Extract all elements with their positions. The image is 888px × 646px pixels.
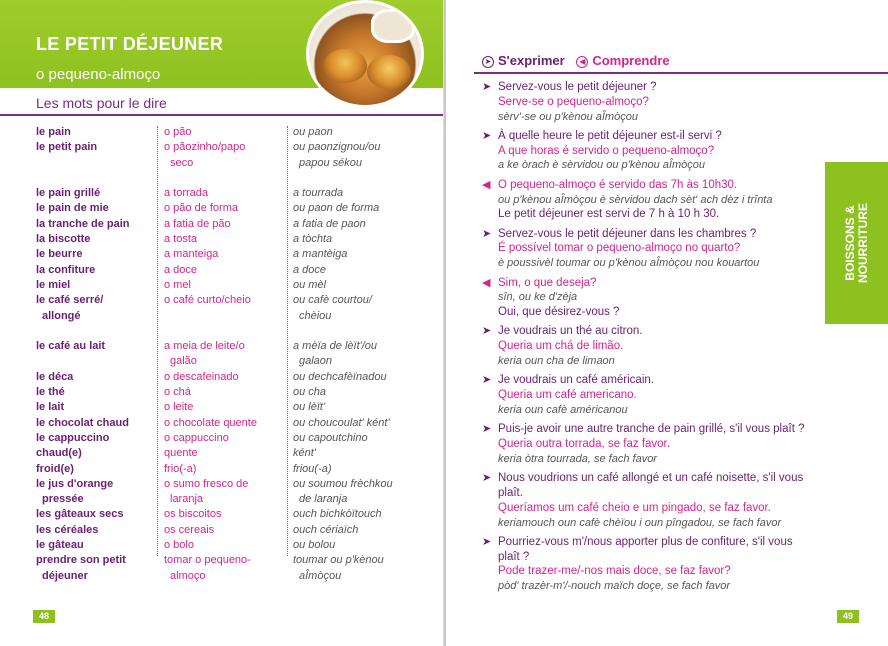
vocab-line: les céréales bbox=[36, 523, 99, 536]
dialog-item bbox=[482, 178, 812, 222]
dialog-list bbox=[482, 80, 812, 599]
dialog-line-fr: Servez-vous le petit déjeuner dans les chambres ? bbox=[498, 227, 757, 240]
vocab-line: galaon bbox=[299, 355, 333, 368]
vocab-line: o sumo fresco de bbox=[164, 477, 249, 490]
vocab-line: a tourrada bbox=[293, 187, 344, 200]
dialog-line-fr: Servez-vous le petit déjeuner ? bbox=[498, 81, 657, 93]
arrow-right-icon: ➤ bbox=[482, 227, 492, 240]
vocab-line: le café serré/ bbox=[36, 294, 104, 307]
arrow-right-icon: ➤ bbox=[482, 81, 492, 93]
vocab-entry-fr bbox=[36, 186, 156, 201]
vocab-gap bbox=[164, 324, 286, 339]
chapter-side-tab bbox=[825, 162, 888, 324]
vocab-entry-fr bbox=[36, 507, 156, 522]
vocab-gap bbox=[36, 324, 156, 339]
dialog-line-pr: è poussivèl toumar ou p'kènou aÎmòçou nou kouartou bbox=[498, 257, 760, 270]
dialog-item bbox=[482, 227, 812, 271]
vocab-line: o descafeinado bbox=[164, 370, 239, 383]
pastel-de-nata-image bbox=[367, 55, 411, 89]
dialog-line-pt: A que horas é servido o pequeno-almoço? bbox=[498, 144, 715, 157]
vocab-line: le pain de mie bbox=[36, 202, 109, 215]
dialog-line-pr: keria oun cafè américanou bbox=[498, 403, 628, 416]
section-rule bbox=[0, 114, 444, 116]
vocab-line: le miel bbox=[36, 278, 71, 291]
vocab-entry-pr bbox=[293, 370, 433, 385]
dialog-line-pt: Sim, o que deseja? bbox=[498, 276, 597, 289]
dialog-line-fr: À quelle heure le petit déjeuner est-il servi ? bbox=[498, 129, 722, 142]
dialog-line-pt: Queria um café americano. bbox=[498, 389, 637, 402]
vocab-line: ou soumou frèchkou bbox=[293, 477, 393, 490]
vocab-line: friou(-a) bbox=[293, 462, 332, 475]
vocab-entry-pr bbox=[293, 217, 433, 232]
vocab-line: papou sékou bbox=[299, 156, 362, 169]
vocab-entry-pr bbox=[293, 293, 433, 324]
vocab-entry-pt bbox=[164, 339, 286, 370]
vocab-entry-pt bbox=[164, 446, 286, 461]
vocab-line: o pão bbox=[164, 126, 192, 138]
vocab-line: de laranja bbox=[299, 493, 348, 506]
vocab-line: la confiture bbox=[36, 263, 96, 276]
vocab-line: ou paon bbox=[293, 126, 333, 138]
dialog-line-fr: Le petit déjeuner est servi de 7 h à 10 h 30. bbox=[498, 208, 720, 221]
column-separator bbox=[157, 126, 158, 556]
vocab-line: ou paonzignou/ou bbox=[293, 141, 381, 154]
vocab-entry-fr bbox=[36, 370, 156, 385]
vocab-entry-pt bbox=[164, 370, 286, 385]
vocab-entry-fr bbox=[36, 247, 156, 262]
vocab-line: allongé bbox=[42, 309, 81, 322]
vocab-line: frio(-a) bbox=[164, 462, 197, 475]
vocab-entry-pr bbox=[293, 477, 433, 508]
vocab-entry-fr bbox=[36, 523, 156, 538]
dialog-item bbox=[482, 373, 812, 417]
column-separator bbox=[287, 126, 288, 556]
vocab-entry-fr bbox=[36, 278, 156, 293]
vocab-entry-pt bbox=[164, 416, 286, 431]
vocab-line: a mèïa de lèït'/ou bbox=[293, 340, 378, 353]
dialog-line-pr: pòd' trazèr-m'/-nouch maïch doçe, se fach favor bbox=[498, 580, 731, 593]
vocab-line: a manteiga bbox=[164, 248, 219, 261]
vocab-entry-fr bbox=[36, 416, 156, 431]
dialog-item bbox=[482, 80, 812, 124]
side-tab-line: NOURRITURE bbox=[855, 203, 870, 283]
arrow-left-icon: ◀ bbox=[482, 276, 491, 289]
vocab-line: o bolo bbox=[164, 539, 194, 552]
vocab-entry-fr bbox=[36, 462, 156, 477]
vocab-entry-pt bbox=[164, 462, 286, 477]
vocab-line: almoço bbox=[170, 569, 206, 582]
vocab-gap bbox=[293, 324, 433, 339]
dialog-line-pt: É possível tomar o pequeno-almoço no quarto? bbox=[498, 242, 741, 255]
dialog-line-fr: Je voudrais un thé au citron. bbox=[498, 325, 643, 338]
vocab-line: déjeuner bbox=[42, 569, 88, 582]
vocab-entry-pt bbox=[164, 523, 286, 538]
vocab-entry-fr bbox=[36, 477, 156, 508]
vocab-entry-pr bbox=[293, 186, 433, 201]
vocab-line: o chá bbox=[164, 386, 191, 399]
vocab-line: os biscoitos bbox=[164, 508, 222, 521]
section-heading: Les mots pour le dire bbox=[36, 95, 167, 111]
vocab-line: le chocolat chaud bbox=[36, 416, 129, 429]
vocab-entry-pr bbox=[293, 553, 433, 584]
vocab-line: o café curto/cheio bbox=[164, 294, 251, 307]
vocab-entry-pt bbox=[164, 217, 286, 232]
vocab-line: o cappuccino bbox=[164, 431, 229, 444]
dialog-line-fr: Je voudrais un café américain. bbox=[498, 374, 654, 387]
vocab-line: la biscotte bbox=[36, 233, 91, 246]
vocab-line: tomar o pequeno- bbox=[164, 554, 251, 567]
vocab-line: le beurre bbox=[36, 248, 83, 261]
page-title: LE PETIT DÉJEUNER bbox=[36, 34, 224, 54]
vocab-line: ou paon de forma bbox=[293, 202, 380, 215]
dialog-line-pr: keriamouch oun cafè chèïou i oun pîngadou, se fach favor bbox=[498, 516, 782, 529]
dialog-line-pt: Queria um chá de limão. bbox=[498, 340, 624, 353]
vocab-entry-pt bbox=[164, 477, 286, 508]
page-subtitle: o pequeno-almoço bbox=[36, 66, 161, 83]
vocab-entry-pt bbox=[164, 201, 286, 216]
vocab-line: ou dechcafèïnadou bbox=[293, 370, 387, 383]
vocab-entry-pr bbox=[293, 232, 433, 247]
page-number: 48 bbox=[33, 610, 55, 623]
vocab-line: le thé bbox=[36, 386, 65, 399]
vocab-entry-pt bbox=[164, 507, 286, 522]
vocab-entry-pr bbox=[293, 125, 433, 140]
vocab-entry-pr bbox=[293, 416, 433, 431]
vocab-line: ou choucoulat' ként' bbox=[293, 416, 390, 429]
vocab-line: galão bbox=[170, 355, 197, 368]
vocab-gap bbox=[164, 171, 286, 186]
vocab-entry-pt bbox=[164, 293, 286, 324]
vocab-entry-pt bbox=[164, 553, 286, 584]
vocab-line: a fatia de pão bbox=[164, 217, 231, 230]
dialog-line-pr: keria òtra tourrada, se fach favor bbox=[498, 452, 657, 465]
dialog-item bbox=[482, 422, 812, 466]
vocab-line: a doce bbox=[293, 263, 327, 276]
vocab-line: ként' bbox=[293, 447, 316, 460]
vocab-entry-pr bbox=[293, 140, 433, 171]
vocab-line: ouch cériaïch bbox=[293, 523, 359, 536]
vocab-line bbox=[164, 309, 286, 324]
dialog-item bbox=[482, 129, 812, 173]
vocab-line: la tranche de pain bbox=[36, 217, 130, 230]
vocab-line: a fatia de paon bbox=[293, 217, 366, 230]
vocab-line: laranja bbox=[170, 493, 204, 506]
vocab-line: ou cafè courtou/ bbox=[293, 294, 372, 307]
vocab-line: o leite bbox=[164, 401, 194, 414]
side-tab-line: BOISSONS & bbox=[842, 205, 857, 281]
vocab-line: a meia de leite/o bbox=[164, 340, 245, 353]
vocab-line: chèiou bbox=[299, 309, 332, 322]
vocab-line: chaud(e) bbox=[36, 447, 82, 460]
vocab-line: o chocolate quente bbox=[164, 416, 257, 429]
dialog-line-fr: Pourriez-vous m'/nous apporter plus de confiture, s'il vous plaît ? bbox=[498, 535, 793, 563]
vocab-entry-pr bbox=[293, 247, 433, 262]
arrow-right-circle-icon: ➤ bbox=[482, 56, 494, 68]
vocab-line: le déca bbox=[36, 370, 74, 383]
vocab-line: toumar ou p'kènou bbox=[293, 554, 384, 567]
arrow-right-icon: ➤ bbox=[482, 423, 492, 436]
dialog-line-pr: sîn, ou ke d'zèja bbox=[498, 291, 578, 304]
mode-tabs bbox=[482, 53, 670, 68]
vocab-line: le pain bbox=[36, 126, 71, 138]
vocab-column-french bbox=[36, 125, 156, 584]
vocab-line: os cereais bbox=[164, 523, 215, 536]
vocab-entry-fr bbox=[36, 400, 156, 415]
vocab-line: aÎmòçou bbox=[299, 569, 342, 582]
vocab-entry-pt bbox=[164, 538, 286, 553]
dialog-line-pt: O pequeno-almoço é servido das 7h às 10h30. bbox=[498, 178, 738, 191]
vocab-line: o pão de forma bbox=[164, 202, 238, 215]
vocab-entry-pt bbox=[164, 232, 286, 247]
vocab-line: ou lèït' bbox=[293, 401, 326, 414]
vocab-column-pronunciation bbox=[293, 125, 433, 584]
right-page bbox=[446, 0, 888, 646]
vocab-entry-fr bbox=[36, 293, 156, 324]
vocab-line: le jus d'orange bbox=[36, 477, 114, 490]
vocab-line: a mantèiga bbox=[293, 248, 348, 261]
vocab-line: seco bbox=[170, 156, 194, 169]
vocab-entry-fr bbox=[36, 263, 156, 278]
dialog-line-fr: Nous voudrions un café allongé et un café noisette, s'il vous plaît. bbox=[498, 472, 804, 499]
arrow-left-circle-icon: ◀ bbox=[576, 56, 588, 68]
vocab-entry-pt bbox=[164, 186, 286, 201]
vocab-line: les gâteaux secs bbox=[36, 508, 124, 521]
vocab-entry-fr bbox=[36, 553, 156, 584]
vocab-entry-pr bbox=[293, 462, 433, 477]
vocab-line: a tòchta bbox=[293, 233, 333, 246]
arrow-right-icon: ➤ bbox=[482, 472, 492, 485]
vocab-entry-pt bbox=[164, 385, 286, 400]
pastel-de-nata-image bbox=[323, 49, 367, 83]
vocab-entry-fr bbox=[36, 385, 156, 400]
vocab-entry-pt bbox=[164, 140, 286, 171]
vocab-line: ou cha bbox=[293, 386, 327, 399]
vocab-line: le pain grillé bbox=[36, 187, 101, 200]
vocab-entry-pr bbox=[293, 446, 433, 461]
coffee-cup-image bbox=[371, 9, 415, 43]
vocab-entry-pr bbox=[293, 385, 433, 400]
vocab-entry-pt bbox=[164, 278, 286, 293]
dialog-item bbox=[482, 324, 812, 368]
dialog-line-pr: sèrv'-se ou p'kènou aÎmòçou bbox=[498, 110, 638, 123]
tab-understand: Comprendre bbox=[592, 53, 670, 68]
vocab-line: pressée bbox=[42, 493, 84, 506]
vocab-entry-pr bbox=[293, 339, 433, 370]
arrow-right-icon: ➤ bbox=[482, 129, 492, 142]
vocab-entry-pr bbox=[293, 538, 433, 553]
vocab-entry-pt bbox=[164, 400, 286, 415]
vocab-line: ou mèl bbox=[293, 278, 327, 291]
vocab-entry-pr bbox=[293, 431, 433, 446]
vocab-entry-pt bbox=[164, 125, 286, 140]
dialog-line-pr: keria oun cha de limaon bbox=[498, 355, 615, 368]
vocab-line: prendre son petit bbox=[36, 554, 126, 567]
dialog-item bbox=[482, 276, 812, 320]
vocab-entry-pr bbox=[293, 278, 433, 293]
tab-express: S'exprimer bbox=[498, 53, 565, 68]
dialog-line-fr: Oui, que désirez-vous ? bbox=[498, 306, 620, 319]
dialog-line-pt: Queríamos um café cheio e um pingado, se faz favor. bbox=[498, 501, 771, 514]
vocab-line: le cappuccino bbox=[36, 431, 110, 444]
page-number: 49 bbox=[837, 610, 859, 623]
arrow-right-icon: ➤ bbox=[482, 374, 492, 387]
dialog-line-pt: Queria outra torrada, se faz favor. bbox=[498, 438, 670, 451]
pastry-photo bbox=[306, 0, 424, 108]
vocab-line: ou bolou bbox=[293, 539, 336, 552]
vocab-line: ouch bichkòïtouch bbox=[293, 508, 382, 521]
vocab-entry-pt bbox=[164, 247, 286, 262]
vocab-line: o pãozinho/papo bbox=[164, 141, 246, 154]
vocab-line bbox=[36, 156, 156, 171]
vocab-entry-pr bbox=[293, 507, 433, 522]
vocab-entry-fr bbox=[36, 140, 156, 171]
dialog-item bbox=[482, 471, 812, 530]
arrow-right-icon: ➤ bbox=[482, 535, 492, 548]
vocab-line: a tosta bbox=[164, 233, 198, 246]
vocab-line: le lait bbox=[36, 401, 65, 414]
vocab-line: ou capoutchino bbox=[293, 431, 368, 444]
arrow-right-icon: ➤ bbox=[482, 325, 492, 338]
vocab-entry-pt bbox=[164, 263, 286, 278]
vocab-entry-pt bbox=[164, 431, 286, 446]
dialog-line-pt: Serve-se o pequeno-almoço? bbox=[498, 95, 649, 108]
dialog-line-pr: a ke òrach è sèrvidou ou p'kènou aÎmòçou bbox=[498, 159, 705, 172]
vocab-gap bbox=[293, 171, 433, 186]
vocab-line: a torrada bbox=[164, 187, 209, 200]
vocab-entry-fr bbox=[36, 431, 156, 446]
vocab-entry-fr bbox=[36, 125, 156, 140]
vocab-entry-pr bbox=[293, 263, 433, 278]
vocab-entry-pr bbox=[293, 201, 433, 216]
arrow-left-icon: ◀ bbox=[482, 178, 491, 191]
vocab-column-portuguese bbox=[164, 125, 286, 584]
vocab-line: le petit pain bbox=[36, 141, 98, 154]
section-rule bbox=[474, 72, 888, 74]
vocab-entry-fr bbox=[36, 339, 156, 370]
vocab-line: quente bbox=[164, 447, 198, 460]
dialog-line-pr: ou p'kènou aÎmòçou è sèrvidou dach sèt' ach dèz i trînta bbox=[498, 193, 773, 206]
vocab-line: a doce bbox=[164, 263, 198, 276]
vocab-line bbox=[36, 354, 156, 369]
dialog-line-pt: Pode trazer-me/-nos mais doce, se faz favor? bbox=[498, 565, 731, 578]
vocab-entry-fr bbox=[36, 538, 156, 553]
vocab-gap bbox=[36, 171, 156, 186]
vocab-line: o mel bbox=[164, 278, 191, 291]
vocab-entry-fr bbox=[36, 201, 156, 216]
vocab-entry-pr bbox=[293, 523, 433, 538]
dialog-item bbox=[482, 535, 812, 594]
vocab-line: le gâteau bbox=[36, 539, 84, 552]
vocab-entry-fr bbox=[36, 217, 156, 232]
vocab-entry-fr bbox=[36, 232, 156, 247]
vocab-entry-fr bbox=[36, 446, 156, 461]
vocab-entry-pr bbox=[293, 400, 433, 415]
dialog-line-fr: Puis-je avoir une autre tranche de pain grillé, s'il vous plaît ? bbox=[498, 423, 805, 436]
vocab-line: le café au lait bbox=[36, 340, 106, 353]
vocab-line: froid(e) bbox=[36, 462, 74, 475]
